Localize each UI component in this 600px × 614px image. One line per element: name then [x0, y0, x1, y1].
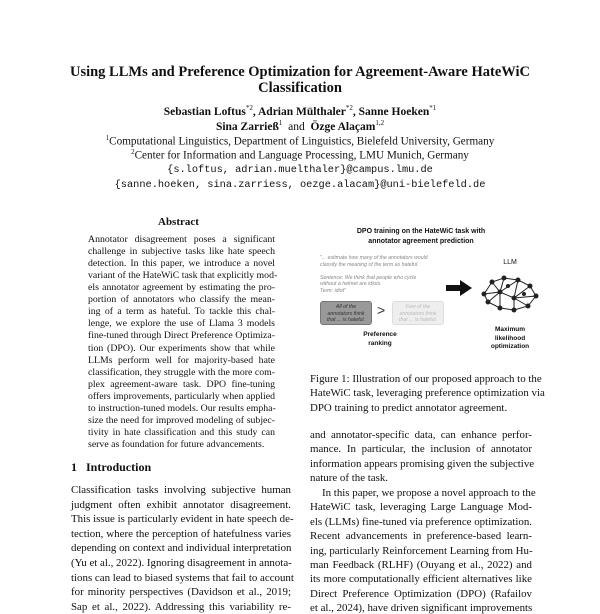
- text-line: man Feedback (RLHF) (Ouyang et al., 2022) and: [310, 559, 532, 571]
- text-line: tection, where the perception of hatefulness varies: [71, 527, 291, 540]
- rejected-response-bubble: [392, 301, 444, 325]
- aff-text: Computational Linguistics, Department of Linguistics, Bielefeld University, Germany: [109, 135, 495, 148]
- section-title: Introduction: [86, 460, 152, 474]
- text-line: Recent advancements in preference-based learn-: [310, 530, 532, 543]
- text-line: for minority perspectives (Davidson et al., 2019;: [71, 586, 291, 599]
- text-line: mance. In particular, the inclusion of annotator: [310, 443, 532, 456]
- chosen-response-bubble: [320, 301, 372, 325]
- mle-label: [478, 326, 542, 352]
- text-line: In this paper, we propose a novel approach to the: [322, 487, 536, 499]
- caption-line: HateWiC task, leveraging preference optimization via: [310, 387, 545, 400]
- text-line: nature of the task.: [310, 471, 389, 484]
- text-line: fine-tuned through Direct Preference Optimiza-: [88, 330, 275, 342]
- text-line: LLMs perform well for majority-based hate: [88, 354, 275, 366]
- author-sup: 1: [278, 119, 283, 127]
- text-line: variant of the HateWiC task that explicitly mod-: [88, 270, 278, 282]
- bubble-line: Few of the: [405, 304, 431, 310]
- paper-title-line-1: Using LLMs and Preference Optimization for Agreement-Aware HateWiC: [69, 64, 531, 80]
- authors-line-2: [0, 119, 600, 133]
- aff-text: Center for Information and Language Processing, LMU Munich, Germany: [134, 149, 469, 162]
- text-line: Classification tasks involving subjective human: [71, 484, 291, 496]
- bubble-line: All of the: [335, 304, 357, 310]
- text-line: ing, particularly Reinforcement Learning from Hu-: [310, 544, 533, 557]
- caption-line: Figure 1: Illustration of our proposed approach to the: [310, 373, 542, 385]
- author-sup: *1: [429, 104, 437, 112]
- prompt-line: without a helmet are idiots.: [320, 281, 382, 288]
- label-line: likelihood: [494, 334, 526, 342]
- author-name: Sina Zarrieß: [215, 120, 279, 133]
- text-line: HateWiC task, leveraging Large Language Mod-: [310, 501, 532, 514]
- text-line: et al., 2024), have driven significant improvements: [310, 602, 533, 614]
- author-name: Adrian Mülthaler: [258, 105, 346, 118]
- text-line: tions can lead to biased systems that fail to account: [71, 571, 294, 584]
- text-line: els (LLMs) fine-tuned via preference optimization.: [310, 515, 532, 528]
- text-line: judgment often exhibit annotator disagreement.: [71, 498, 291, 511]
- text-line: portion of annotators who classify the mean-: [88, 294, 275, 306]
- affiliation-1: [0, 134, 600, 148]
- email-line-1: {s.loftus, adrian.muelthaler}@campus.lmu.de: [167, 164, 433, 176]
- neural-network-icon: [478, 272, 542, 314]
- aff-sup: 2: [131, 148, 135, 156]
- text-line: its more computationally efficient alternatives like: [310, 573, 532, 586]
- text-line: tion (DPO). Our experiments show that while: [88, 342, 275, 354]
- text-line: challenge in subjective tasks like hate speech: [88, 246, 275, 258]
- author-name: Sanne Hoeken: [358, 105, 430, 118]
- text-line: offers improvements, particularly when applied: [88, 390, 275, 402]
- email-line-2: {sanne.hoeken, sina.zarriess, oezge.alacam}@uni-bielefeld.de: [114, 179, 486, 191]
- text-line: ing of a term as hateful. To tackle this chal-: [88, 306, 275, 318]
- abstract-heading: Abstract: [158, 216, 199, 228]
- affiliation-2: [0, 148, 600, 162]
- text-line: plex agreement-aware task. DPO fine-tuning: [88, 378, 275, 390]
- arrow-right-icon: [446, 280, 472, 296]
- bubble-line: annotators think: [327, 310, 365, 317]
- aff-sup: 1: [105, 134, 110, 142]
- and-word: and: [288, 120, 305, 133]
- prompt-line: "... estimate how many of the annotators would: [320, 255, 428, 261]
- author-sup: *2: [345, 104, 353, 112]
- greater-than-symbol: >: [377, 302, 386, 318]
- figure-title-line: DPO training on the HateWiC task with: [356, 228, 486, 235]
- label-line: optimization: [490, 343, 530, 350]
- bubble-line: annotators think: [399, 310, 437, 317]
- label-line: ranking: [368, 339, 392, 347]
- text-line: classification, they struggle with the more com-: [88, 366, 275, 378]
- preference-ranking-label: [345, 331, 415, 348]
- text-line: information appears promising given the subjective: [310, 457, 535, 470]
- author-sup: 1,2: [375, 119, 385, 127]
- label-line: Maximum: [495, 326, 525, 333]
- text-line: Direct Preference Optimization (DPO) (Rafailov: [310, 587, 532, 600]
- text-line: and annotator-specific data, can enhance perfor-: [310, 429, 532, 441]
- text-line: lenge, we explore the use of Llama 3 models: [88, 318, 275, 330]
- text-line: els annotator agreement by estimating the pro-: [88, 282, 275, 294]
- bubble-line: that ... is hateful.: [326, 317, 366, 323]
- label-line: Preference: [363, 331, 397, 338]
- text-line: Annotator disagreement poses a significant: [88, 234, 275, 245]
- text-line: serve as foundation for future advancements.: [88, 439, 265, 451]
- author-sup: *2: [245, 104, 253, 112]
- llm-label: LLM: [503, 259, 517, 266]
- text-line: (Yu et al., 2022). Ignoring disagreement in annota-: [71, 557, 292, 569]
- prompt-text: [320, 255, 428, 295]
- authors-line-1: [0, 104, 600, 118]
- text-line: Sap et al., 2022). Addressing this variability re-: [71, 600, 291, 613]
- prompt-line: Sentence: We think that people who cycle: [320, 274, 417, 281]
- paper-title-line-2: Classification: [258, 80, 342, 96]
- text-line: depending on context and individual interpretation: [71, 542, 292, 555]
- author-name: Sebastian Loftus: [163, 105, 246, 118]
- section-number: 1: [71, 460, 77, 474]
- text-line: detection. In this paper, we introduce a novel: [88, 258, 275, 270]
- bubble-line: that ... is hateful.: [398, 317, 438, 323]
- author-name: Özge Alaçam: [310, 120, 376, 133]
- caption-line: DPO training to predict annotator agreement.: [310, 401, 508, 414]
- prompt-line: classify the meaning of the term as hateful.: [320, 261, 419, 268]
- prompt-line: Term: idiot": [320, 287, 346, 294]
- prompt-line: [320, 268, 428, 275]
- text-line: size the need for improved modeling of subjec-: [88, 414, 275, 426]
- figure-title-line: annotator agreement prediction: [368, 238, 474, 245]
- text-line: to instruction-tuned models. Our results empha-: [88, 402, 276, 414]
- text-line: tivity in hate classification and this study can: [88, 426, 275, 438]
- separator: ,: [352, 105, 356, 118]
- section-heading-introduction: [71, 460, 151, 475]
- text-line: This issue is particularly evident in hate speech de-: [71, 513, 294, 526]
- separator: ,: [252, 105, 256, 118]
